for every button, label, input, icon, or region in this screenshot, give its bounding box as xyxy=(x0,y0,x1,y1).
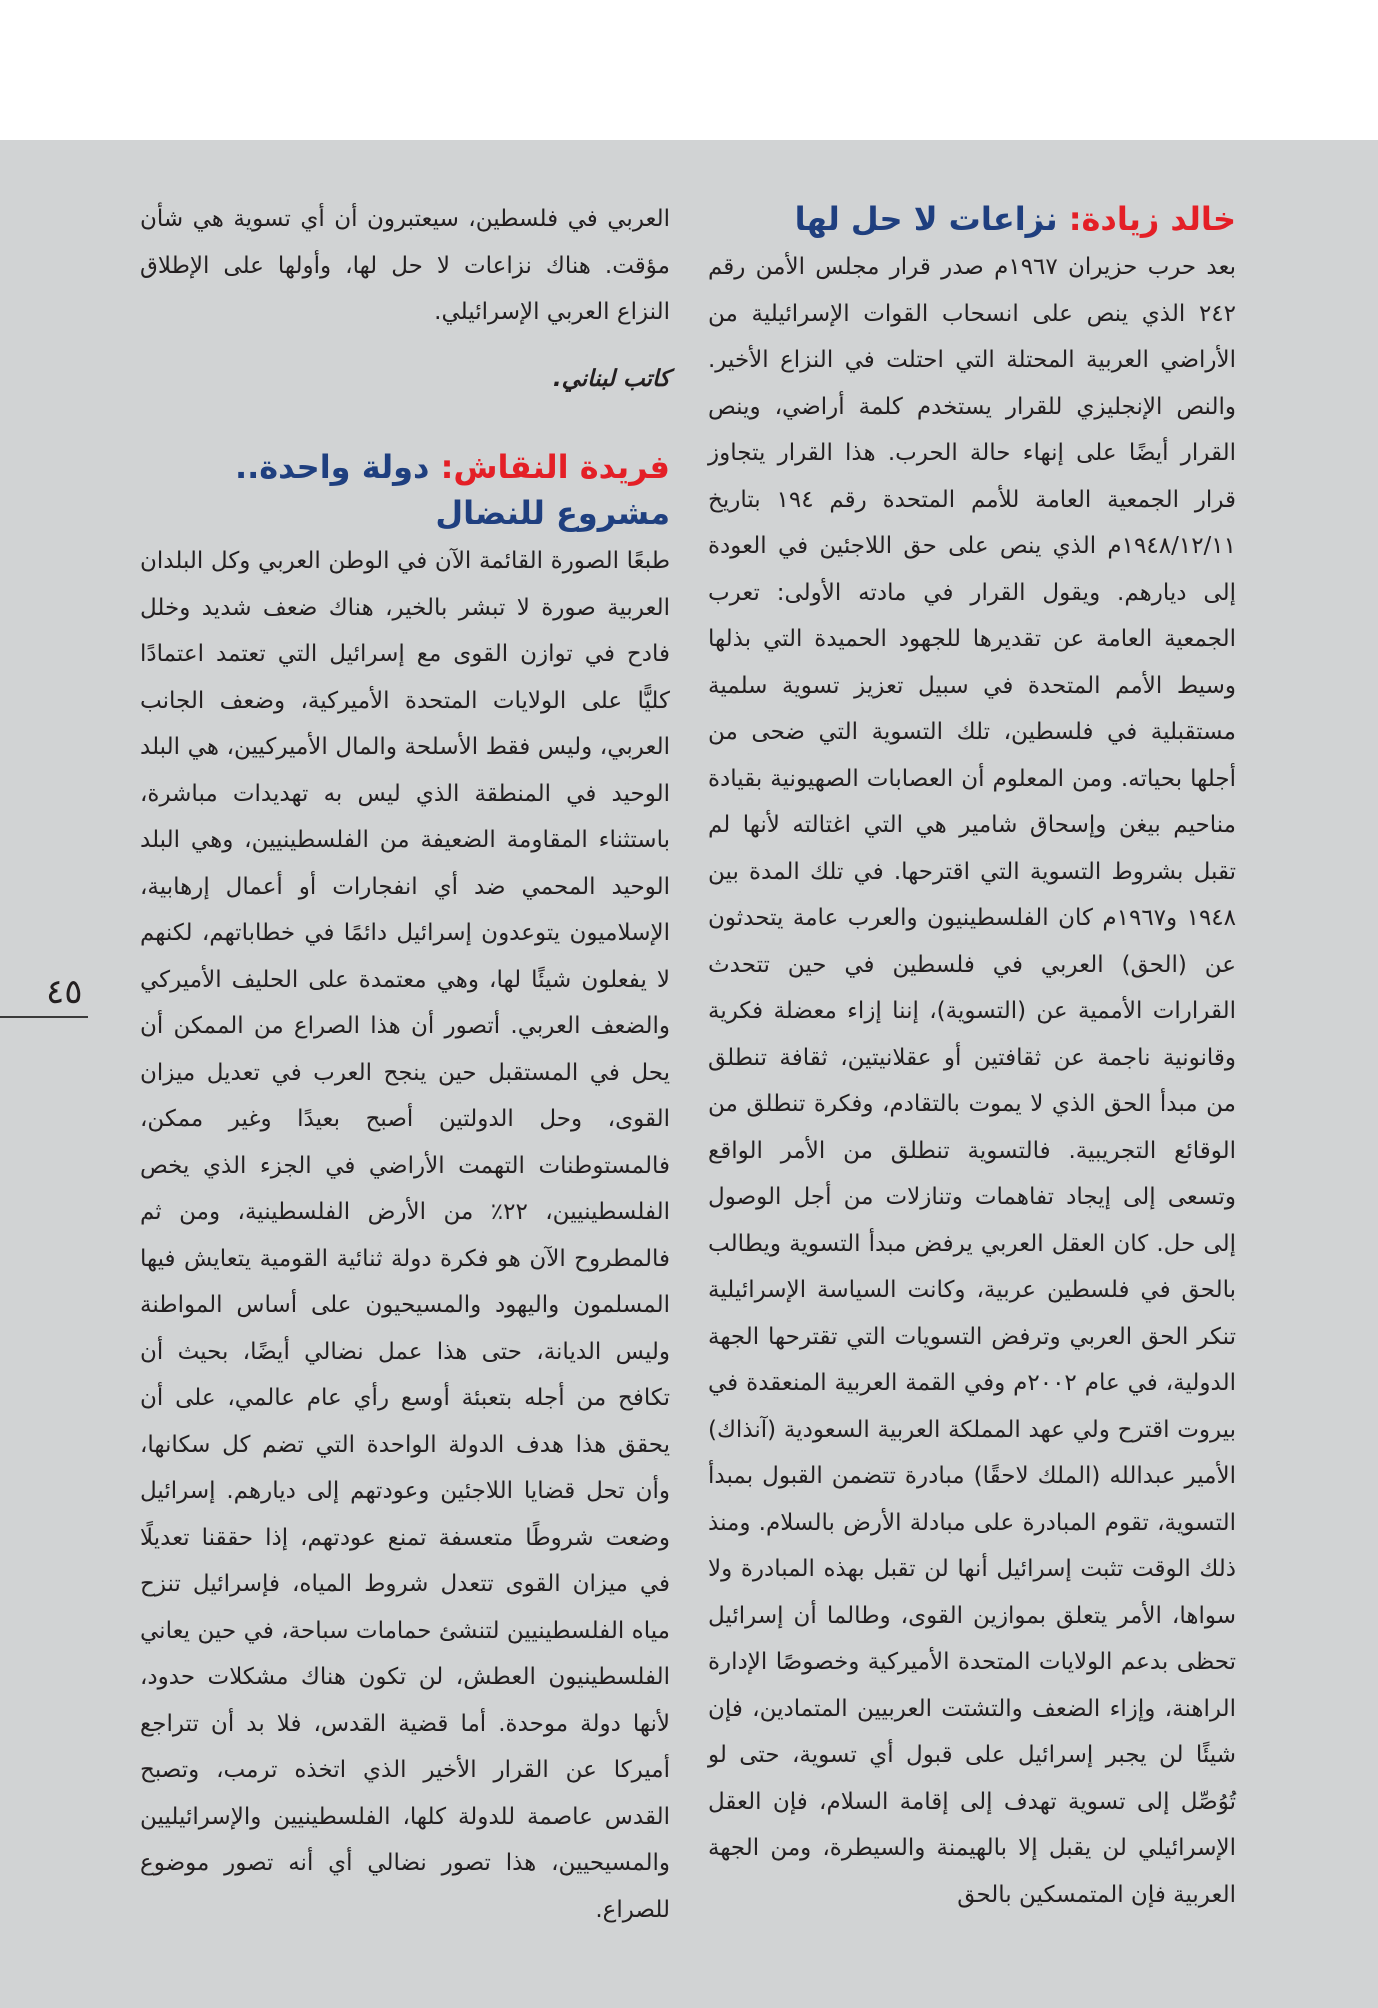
article-left-column xyxy=(140,196,670,1933)
article-title: دولة واحدة.. مشروع للنضال xyxy=(234,448,670,532)
article-body: بعد حرب حزيران ١٩٦٧م صدر قرار مجلس الأمن رقم ٢٤٢ الذي ينص على انسحاب القوات الإسرائيلية من الأراضي العربية المحتلة التي احتلت في النزاع الأخير. والنص الإنجليزي للقرار يستخدم كلمة أراضي، وينص القرار أيضًا على إنهاء حالة الحرب. هذا القرار يتجاوز قرار الجمعية العامة للأمم المتحدة رقم ١٩٤ بتاريخ ١٩٤٨/١٢/١١م الذي ينص على حق اللاجئين في العودة إلى ديارهم. ويقول القرار في مادته الأولى: تعرب الجمعية العامة عن تقديرها للجهود الحميدة التي بذلها وسيط الأمم المتحدة في سبيل تعزيز تسوية سلمية مستقبلية في فلسطين، تلك التسوية التي ضحى من أجلها بحياته. ومن المعلوم أن العصابات الصهيونية بقيادة مناحيم بيغن وإسحاق شامير هي التي اغتالته لأنها لم تقبل بشروط التسوية التي اقترحها. في تلك المدة بين ١٩٤٨ و١٩٦٧م كان الفلسطينيون والعرب عامة يتحدثون عن (الحق) العربي في فلسطين في حين تتحدث القرارات الأممية عن (التسوية)، إننا إزاء معضلة فكرية وقانونية ناجمة عن ثقافتين أو عقلانيتين، ثقافة تنطلق من مبدأ الحق الذي لا يموت بالتقادم، وفكرة تنطلق من الوقائع التجريبية. فالتسوية تنطلق من الأمر الواقع وتسعى إلى إيجاد تفاهمات وتنازلات من أجل الوصول إلى حل. كان العقل العربي يرفض مبدأ التسوية ويطالب بالحق في فلسطين عربية، وكانت السياسة الإسرائيلية تنكر الحق العربي وترفض التسويات التي تقترحها الجهة الدولية، في عام ٢٠٠٢م وفي القمة العربية المنعقدة في بيروت اقترح ولي عهد المملكة العربية السعودية (آنذاك) الأمير عبدالله (الملك لاحقًا) مبادرة تتضمن القبول بمبدأ التسوية، تقوم المبادرة على مبادلة الأرض بالسلام. ومنذ ذلك الوقت تثبت إسرائيل أنها لن تقبل بهذه المبادرة ولا سواها، الأمر يتعلق بموازين القوى، وطالما أن إسرائيل تحظى بدعم الولايات المتحدة الأميركية وخصوصًا الإدارة الراهنة، وإزاء الضعف والتشتت العربيين المتمادين، فإن شيئًا لن يجبر إسرائيل على قبول أي تسوية، حتى لو تُوُصِّل إلى تسوية تهدف إلى إقامة السلام، فإن العقل الإسرائيلي لن يقبل إلا بالهيمنة والسيطرة، ومن الجهة العربية فإن المتمسكين بالحق xyxy=(708,254,1237,1908)
article-continuation: العربي في فلسطين، سيعتبرون أن أي تسوية هي شأن مؤقت. هناك نزاعات لا حل لها، وأولها على الإطلاق النزاع العربي الإسرائيلي. xyxy=(140,206,670,325)
article-heading-khaled-ziadeh xyxy=(708,196,1236,242)
page-number-rule xyxy=(0,1016,88,1018)
author-name: فريدة النقاش: xyxy=(440,448,670,486)
article-title: نزاعات لا حل لها xyxy=(794,200,1058,238)
article-body: طبعًا الصورة القائمة الآن في الوطن العربي وكل البلدان العربية صورة لا تبشر بالخير، هناك ضعف شديد وخلل فادح في توازن القوى مع إسرائيل التي تعتمد اعتمادًا كليًّا على الولايات المتحدة الأميركية، وضعف الجانب العربي، وليس فقط الأسلحة والمال الأميركيين، هي البلد الوحيد في المنطقة الذي ليس به تهديدات مباشرة، باستثناء المقاومة الضعيفة من الفلسطينيين، وهي البلد الوحيد المحمي ضد أي انفجارات أو أعمال إرهابية، الإسلاميون يتوعدون إسرائيل دائمًا في خطاباتهم، لكنهم لا يفعلون شيئًا لها، وهي معتمدة على الحليف الأميركي والضعف العربي. أتصور أن هذا الصراع من الممكن أن يحل في المستقبل حين ينجح العرب في تعديل ميزان القوى، وحل الدولتين أصبح بعيدًا وغير ممكن، فالمستوطنات التهمت الأراضي في الجزء الذي يخص الفلسطينيين، ٢٢٪ من الأرض الفلسطينية، ومن ثم فالمطروح الآن هو فكرة دولة ثنائية القومية يتعايش فيها المسلمون واليهود والمسيحيون على أساس المواطنة وليس الديانة، حتى هذا عمل نضالي أيضًا، بحيث أن تكافح من أجله بتعبئة أوسع رأي عام عالمي، على أن يحقق هذا هدف الدولة الواحدة التي تضم كل سكانها، وأن تحل قضايا اللاجئين وعودتهم إلى ديارهم. إسرائيل وضعت شروطًا متعسفة تمنع عودتهم، إذا حققنا تعديلًا في ميزان القوى تتعدل شروط المياه، فإسرائيل تنزح مياه الفلسطينيين لتنشئ حمامات سباحة، في حين يعاني الفلسطينيون العطش، لن تكون هناك مشكلات حدود، لأنها دولة موحدة. أما قضية القدس، فلا بد أن تتراجع أميركا عن القرار الأخير الذي اتخذه ترمب، وتصبح القدس عاصمة للدولة كلها، الفلسطينيين والإسرائيليين والمسيحيين، هذا تصور نضالي أي أنه تصور موضوع للصراع. xyxy=(140,548,670,1923)
page-number: ٤٥ xyxy=(46,972,83,1012)
author-name: خالد زيادة: xyxy=(1068,200,1236,238)
author-byline: كاتب لبناني. xyxy=(552,365,670,392)
article-heading-farida-naqqash xyxy=(140,444,670,536)
article-right-column xyxy=(708,196,1236,1918)
